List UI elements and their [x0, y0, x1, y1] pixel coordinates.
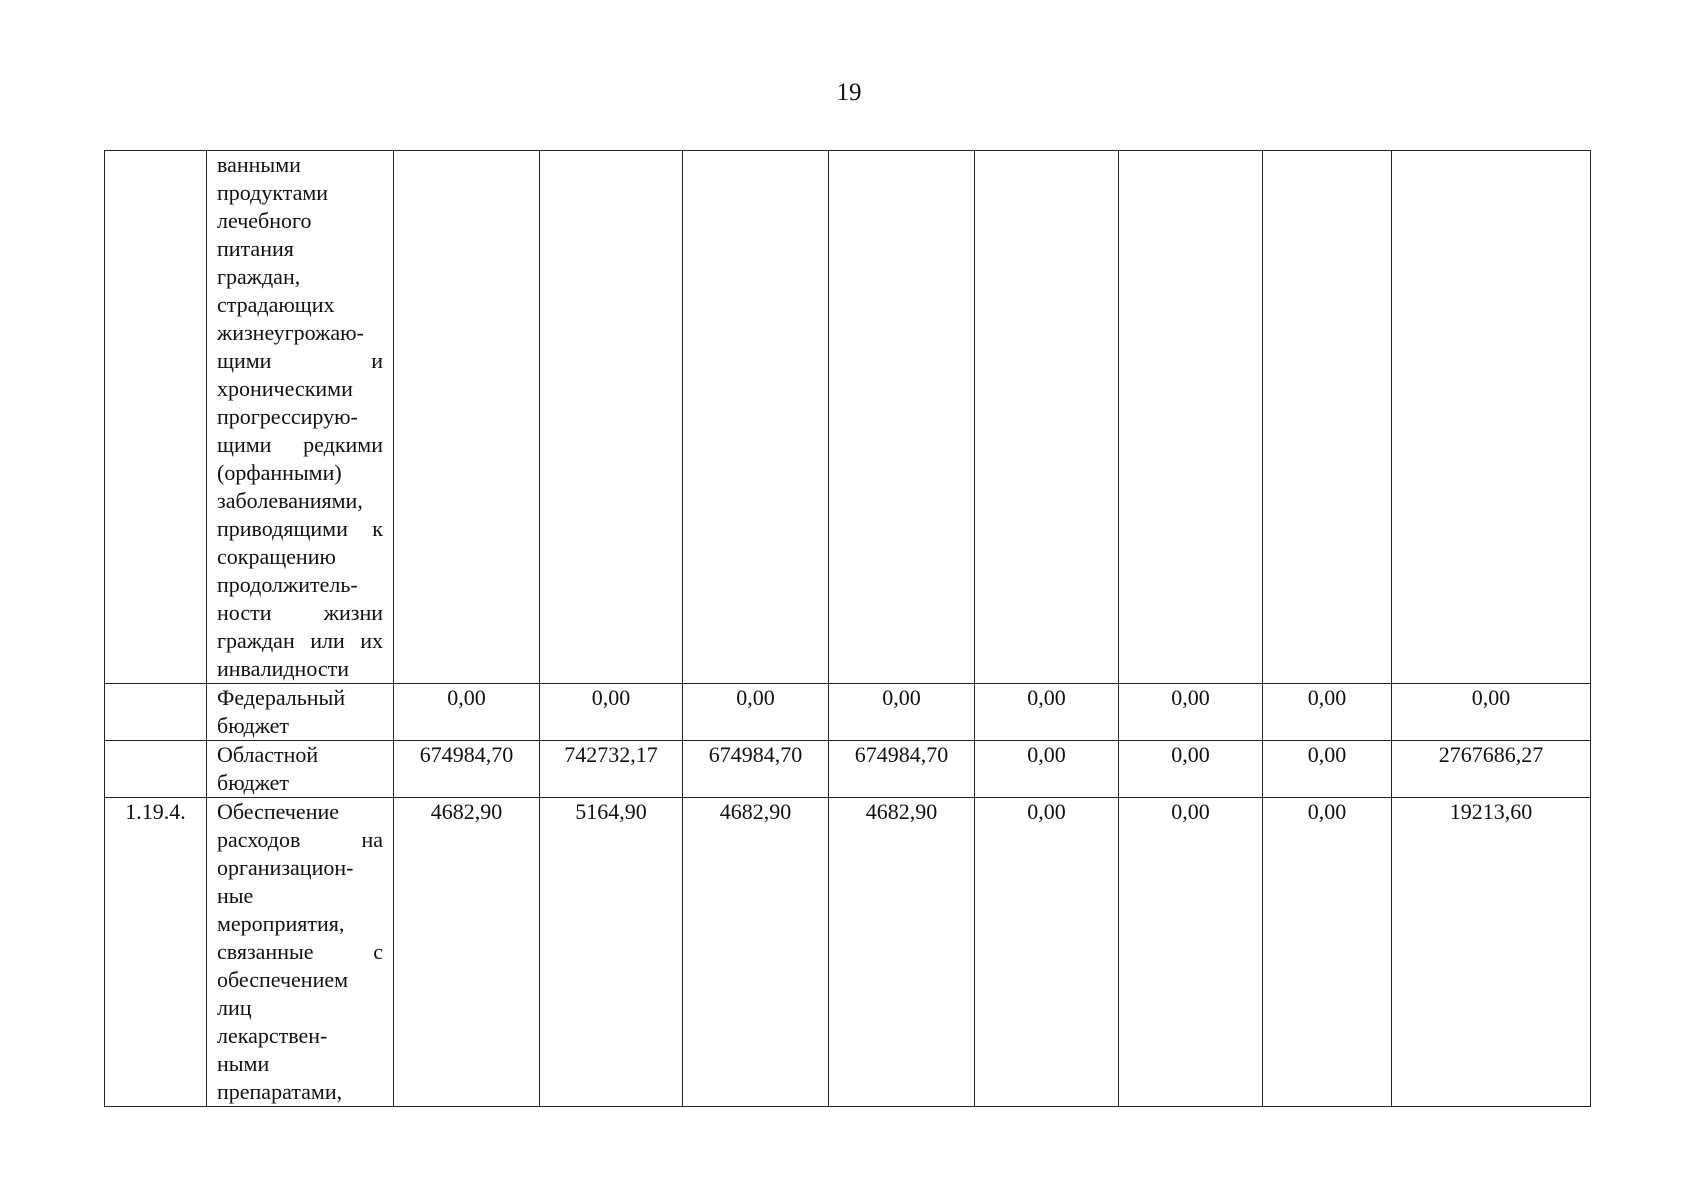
value-cell: 674984,70 [683, 741, 829, 798]
value-cell [975, 151, 1119, 684]
row-name-line: страдающих [217, 292, 335, 317]
value-cell: 2767686,27 [1392, 741, 1591, 798]
row-name-line: бюджет [217, 770, 289, 795]
row-name-line: связанные с [217, 939, 383, 964]
row-name-line: лиц [217, 995, 252, 1020]
table-row [105, 151, 1591, 684]
row-name-line: граждан или их [217, 628, 383, 653]
row-name-line: ными [217, 1051, 270, 1076]
value-cell: 4682,90 [829, 798, 975, 1107]
row-name-line: граждан, [217, 264, 301, 289]
value-cell: 0,00 [829, 684, 975, 741]
value-cell: 4682,90 [683, 798, 829, 1107]
row-code-cell [105, 684, 207, 741]
row-name-line: Обеспечение [217, 799, 339, 824]
value-cell: 674984,70 [829, 741, 975, 798]
value-cell: 0,00 [1392, 684, 1591, 741]
value-cell: 0,00 [394, 684, 540, 741]
row-name-line: ванными [217, 152, 301, 177]
value-cell: 0,00 [1119, 741, 1263, 798]
value-cell [1392, 151, 1591, 684]
row-name-line: расходов на [217, 827, 383, 852]
table-body [105, 151, 1591, 1107]
value-cell: 5164,90 [540, 798, 683, 1107]
value-cell: 0,00 [975, 684, 1119, 741]
row-name-cell [207, 151, 394, 684]
value-cell: 0,00 [540, 684, 683, 741]
value-cell: 674984,70 [394, 741, 540, 798]
row-name-cell [207, 684, 394, 741]
row-name-line: жизнеугрожаю- [217, 320, 364, 345]
table-row [105, 798, 1591, 1107]
row-name-line: ности жизни [217, 600, 383, 625]
value-cell: 0,00 [1263, 684, 1392, 741]
row-name-line: (орфанными) [217, 460, 342, 485]
value-cell: 742732,17 [540, 741, 683, 798]
row-name-line: организацион- [217, 855, 354, 880]
value-cell [683, 151, 829, 684]
value-cell [1263, 151, 1392, 684]
row-code-cell [105, 151, 207, 684]
row-name-line: щими редкими [217, 432, 383, 457]
value-cell [829, 151, 975, 684]
row-name-line: хроническими [217, 376, 353, 401]
row-name-line: мероприятия, [217, 911, 345, 936]
row-name-line: приводящими к [217, 516, 383, 541]
row-name-line: прогрессирую- [217, 404, 358, 429]
row-name-line: продолжитель- [217, 572, 358, 597]
table-row [105, 741, 1591, 798]
value-cell: 0,00 [1119, 684, 1263, 741]
row-name-line: препаратами, [217, 1079, 343, 1104]
page-number: 19 [836, 79, 862, 106]
value-cell: 0,00 [975, 798, 1119, 1107]
row-name-line: заболеваниями, [217, 488, 363, 513]
row-name-line: продуктами [217, 180, 329, 205]
table-row [105, 684, 1591, 741]
row-name-line: ные [217, 883, 254, 908]
row-name-line: Федеральный [217, 685, 346, 710]
value-cell [540, 151, 683, 684]
row-name-line: щими и [217, 348, 383, 373]
value-cell [394, 151, 540, 684]
row-code-cell: 1.19.4. [105, 798, 207, 1107]
row-name-line: инвалидности [217, 656, 350, 681]
row-name-line: лекарствен- [217, 1023, 328, 1048]
row-name-line: бюджет [217, 713, 289, 738]
value-cell: 19213,60 [1392, 798, 1591, 1107]
value-cell: 0,00 [975, 741, 1119, 798]
value-cell: 0,00 [1263, 798, 1392, 1107]
row-code-cell [105, 741, 207, 798]
row-name-line: обеспечением [217, 967, 349, 992]
value-cell: 0,00 [683, 684, 829, 741]
value-cell: 0,00 [1263, 741, 1392, 798]
row-name-line: питания [217, 236, 294, 261]
value-cell: 4682,90 [394, 798, 540, 1107]
row-name-line: сокращению [217, 544, 336, 569]
row-name-cell [207, 798, 394, 1107]
value-cell: 0,00 [1119, 798, 1263, 1107]
row-name-line: лечебного [217, 208, 312, 233]
row-name-cell [207, 741, 394, 798]
budget-table [104, 150, 1591, 1107]
row-name-line: Областной [217, 742, 319, 767]
value-cell [1119, 151, 1263, 684]
